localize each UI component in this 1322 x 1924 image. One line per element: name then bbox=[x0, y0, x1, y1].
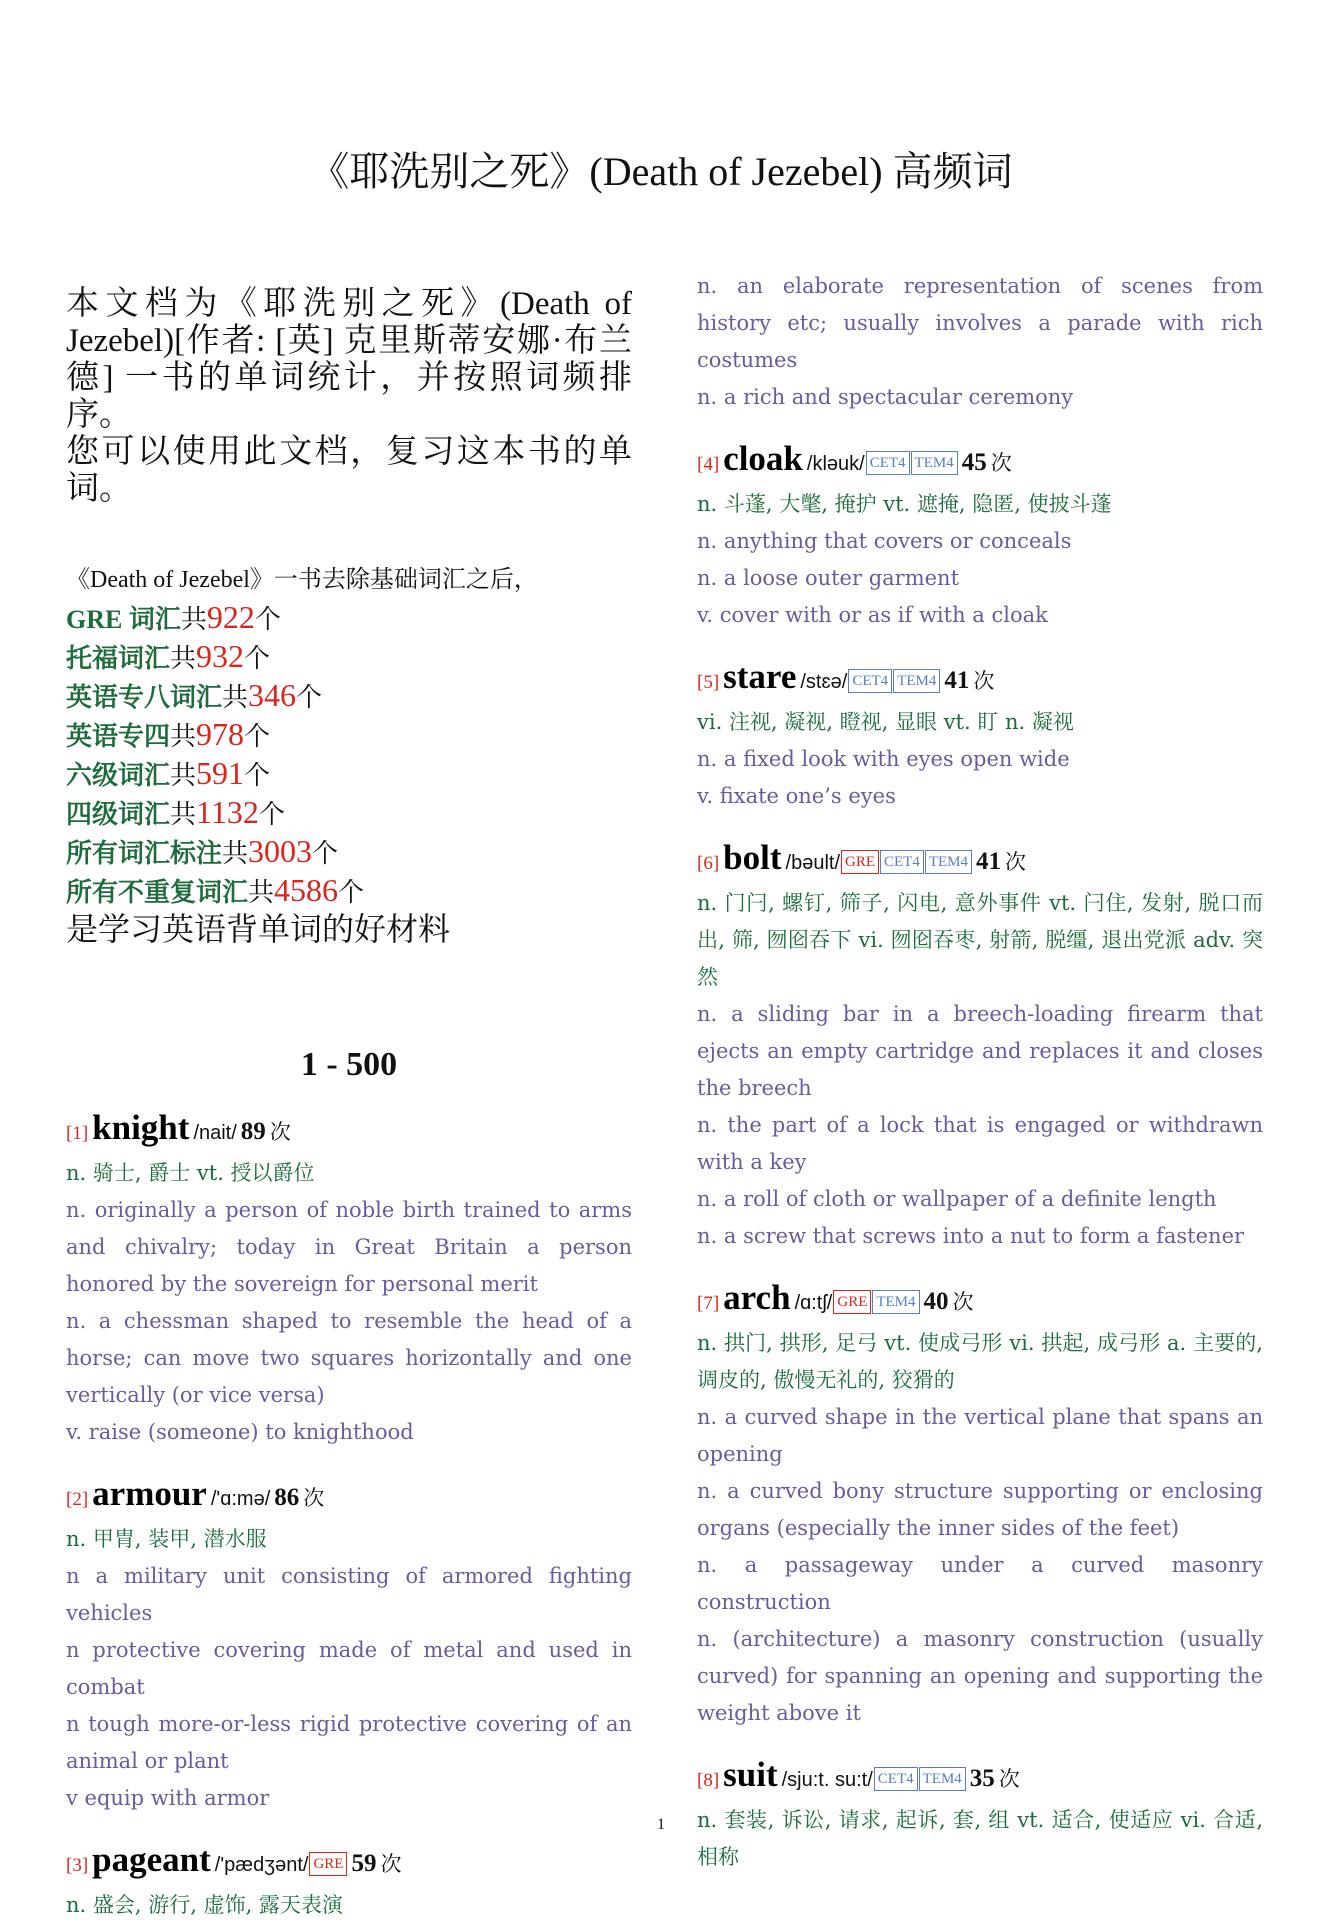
stat-line bbox=[66, 872, 632, 911]
stat-unit: 个 bbox=[244, 761, 271, 790]
english-definition: n. a chessman shaped to resemble the head of a horse; can move two squares horizontally and one vertically (or vice versa) bbox=[66, 1309, 632, 1407]
english-definition: v. raise (someone) to knighthood bbox=[66, 1420, 414, 1444]
tag-tem4-badge: TEM4 bbox=[919, 1767, 966, 1791]
stat-unit: 个 bbox=[312, 839, 339, 868]
stat-line bbox=[66, 755, 632, 794]
tag-cet4-badge: CET4 bbox=[880, 850, 924, 874]
english-definition: v. fixate one’s eyes bbox=[697, 784, 896, 808]
left-column bbox=[66, 286, 632, 1924]
intro bbox=[66, 286, 632, 508]
entry-pageant bbox=[66, 1840, 632, 1924]
tag-tem4-badge: TEM4 bbox=[925, 850, 972, 874]
stat-suffix: 共 bbox=[170, 722, 197, 751]
phonetic: /'ɑ:mə/ bbox=[210, 1488, 271, 1510]
count-unit: 次 bbox=[303, 1486, 325, 1510]
count-unit: 次 bbox=[952, 1290, 974, 1314]
english-definition: n protective covering made of metal and used in combat bbox=[66, 1638, 632, 1699]
phonetic: /kləuk/ bbox=[806, 453, 865, 475]
page-title: 《耶洗别之死》(Death of Jezebel) 高频词 bbox=[309, 149, 1013, 194]
entry-arch bbox=[697, 1278, 1263, 1732]
chinese-meaning: n. 门闩, 螺钉, 筛子, 闪电, 意外事件 vt. 闩住, 发射, 脱口而出, 筛, 囫囵吞下 vi. 囫囵吞枣, 射箭, 脱缰, 退出党派 adv. 突然 bbox=[697, 891, 1263, 989]
headword-line bbox=[697, 1755, 1263, 1802]
entry-pageant-continued bbox=[697, 268, 1263, 416]
stat-count: 591 bbox=[196, 755, 245, 791]
entry-index: [6] bbox=[697, 853, 720, 874]
stat-suffix: 共 bbox=[180, 605, 207, 634]
stat-count: 4586 bbox=[274, 872, 339, 908]
frequency-count: 89 bbox=[240, 1118, 266, 1145]
headword: pageant bbox=[92, 1840, 211, 1879]
stat-count: 932 bbox=[196, 638, 245, 674]
headword: bolt bbox=[723, 838, 782, 877]
phonetic: /'pædʒənt/ bbox=[214, 1854, 309, 1876]
stats-list bbox=[66, 599, 632, 911]
stat-label: 四级词汇 bbox=[66, 800, 171, 829]
english-definition: n. a loose outer garment bbox=[697, 566, 960, 590]
stat-label: 托福词汇 bbox=[66, 644, 171, 673]
frequency-count: 86 bbox=[274, 1484, 300, 1511]
stat-label: 英语专八词汇 bbox=[66, 683, 223, 712]
chinese-meaning: n. 套装, 诉讼, 请求, 起诉, 套, 组 vt. 适合, 使适应 vi. 合适, 相称 bbox=[697, 1808, 1263, 1869]
intro-paragraph-1: 本文档为《耶洗别之死》(Death of Jezebel)[作者: [英] 克里斯蒂安娜·布兰德] 一书的单词统计，并按照词频排序。 bbox=[66, 286, 632, 433]
chinese-meaning: n. 骑士, 爵士 vt. 授以爵位 bbox=[66, 1161, 315, 1185]
headword-line bbox=[66, 1474, 632, 1521]
headword: suit bbox=[723, 1755, 778, 1794]
tag-tem4-badge: TEM4 bbox=[893, 669, 940, 693]
stat-count: 1132 bbox=[196, 794, 259, 830]
stat-label: GRE 词汇 bbox=[66, 605, 181, 634]
english-definition: n tough more-or-less rigid protective covering of an animal or plant bbox=[66, 1712, 632, 1773]
entry-index: [7] bbox=[697, 1293, 720, 1314]
tag-gre-badge: GRE bbox=[309, 1852, 347, 1876]
english-definition: n. a rich and spectacular ceremony bbox=[697, 385, 1074, 409]
count-unit: 次 bbox=[269, 1120, 291, 1144]
count-unit: 次 bbox=[1005, 850, 1027, 874]
stat-label: 所有词汇标注 bbox=[66, 839, 223, 868]
headword-line bbox=[697, 657, 1263, 704]
tag-gre-badge: GRE bbox=[841, 850, 879, 874]
english-definition: n. a screw that screws into a nut to form a fastener bbox=[697, 1224, 1245, 1248]
stat-line bbox=[66, 716, 632, 755]
stat-suffix: 共 bbox=[170, 761, 197, 790]
stat-suffix: 共 bbox=[248, 878, 275, 907]
count-unit: 次 bbox=[990, 451, 1012, 475]
entry-armour bbox=[66, 1474, 632, 1817]
phonetic: /sju:t. su:t/ bbox=[781, 1769, 873, 1791]
entry-index: [4] bbox=[697, 454, 720, 475]
tag-gre-badge: GRE bbox=[833, 1290, 871, 1314]
stat-unit: 个 bbox=[244, 722, 271, 751]
stats-block bbox=[66, 562, 632, 948]
english-definition: n. the part of a lock that is engaged or withdrawn with a key bbox=[697, 1113, 1263, 1174]
entry-stare bbox=[697, 657, 1263, 815]
entry-index: [8] bbox=[697, 1770, 720, 1791]
entry-index: [2] bbox=[66, 1489, 89, 1510]
chinese-meaning: n. 甲胄, 装甲, 潜水服 bbox=[66, 1527, 267, 1551]
stat-unit: 个 bbox=[338, 878, 365, 907]
stat-unit: 个 bbox=[254, 605, 281, 634]
frequency-count: 41 bbox=[944, 667, 970, 694]
headword-line bbox=[697, 439, 1263, 486]
tag-tem4-badge: TEM4 bbox=[911, 451, 958, 475]
english-definition: n. a sliding bar in a breech-loading firearm that ejects an empty cartridge and replaces it and closes the breech bbox=[697, 1002, 1263, 1100]
headword: armour bbox=[92, 1474, 207, 1513]
headword-line bbox=[697, 838, 1263, 885]
entry-cloak bbox=[697, 439, 1263, 634]
english-definition: n a military unit consisting of armored fighting vehicles bbox=[66, 1564, 632, 1625]
stat-unit: 个 bbox=[258, 800, 285, 829]
frequency-count: 45 bbox=[961, 449, 987, 476]
stat-suffix: 共 bbox=[222, 683, 249, 712]
stat-unit: 个 bbox=[244, 644, 271, 673]
headword: stare bbox=[723, 657, 797, 696]
page-number: 1 bbox=[657, 1816, 665, 1833]
entries-right bbox=[697, 268, 1263, 1876]
entry-index: [5] bbox=[697, 672, 720, 693]
english-definition: n. (architecture) a masonry construction (usually curved) for spanning an opening and supporting the weight above it bbox=[697, 1627, 1263, 1725]
count-unit: 次 bbox=[998, 1767, 1020, 1791]
stat-unit: 个 bbox=[296, 683, 323, 712]
chinese-meaning: n. 盛会, 游行, 虚饰, 露天表演 bbox=[66, 1893, 343, 1917]
stat-count: 3003 bbox=[248, 833, 313, 869]
headword: knight bbox=[92, 1108, 190, 1147]
frequency-count: 59 bbox=[351, 1850, 377, 1877]
count-unit: 次 bbox=[973, 669, 995, 693]
headword-line bbox=[66, 1108, 632, 1155]
right-column bbox=[697, 274, 1263, 1899]
phonetic: /bəult/ bbox=[785, 852, 840, 874]
entries-left bbox=[66, 1108, 632, 1924]
frequency-count: 40 bbox=[923, 1288, 949, 1315]
headword: cloak bbox=[723, 439, 803, 478]
tag-cet4-badge: CET4 bbox=[866, 451, 910, 475]
english-definition: v. cover with or as if with a cloak bbox=[697, 603, 1048, 627]
phonetic: /ɑ:tʃ/ bbox=[794, 1292, 833, 1314]
headword-line bbox=[66, 1840, 632, 1887]
stat-line bbox=[66, 599, 632, 638]
phonetic: /nait/ bbox=[193, 1122, 237, 1144]
stat-line bbox=[66, 638, 632, 677]
frequency-count: 41 bbox=[976, 848, 1002, 875]
entry-bolt bbox=[697, 838, 1263, 1255]
stat-count: 346 bbox=[248, 677, 297, 713]
chinese-meaning: n. 斗蓬, 大氅, 掩护 vt. 遮掩, 隐匿, 使披斗蓬 bbox=[697, 492, 1112, 516]
english-definition: n. a passageway under a curved masonry construction bbox=[697, 1553, 1263, 1614]
stat-line bbox=[66, 794, 632, 833]
stat-count: 978 bbox=[196, 716, 245, 752]
entry-knight bbox=[66, 1108, 632, 1451]
english-definition: n. a fixed look with eyes open wide bbox=[697, 747, 1070, 771]
english-definition: n. a roll of cloth or wallpaper of a definite length bbox=[697, 1187, 1217, 1211]
english-definition: n. a curved bony structure supporting or enclosing organs (especially the inner sides of the feet) bbox=[697, 1479, 1263, 1540]
tag-cet4-badge: CET4 bbox=[848, 669, 892, 693]
english-definition: n. anything that covers or conceals bbox=[697, 529, 1072, 553]
entry-index: [3] bbox=[66, 1855, 89, 1876]
chinese-meaning: n. 拱门, 拱形, 足弓 vt. 使成弓形 vi. 拱起, 成弓形 a. 主要的, 调皮的, 傲慢无礼的, 狡猾的 bbox=[697, 1331, 1263, 1392]
frequency-count: 35 bbox=[969, 1765, 995, 1792]
stat-label: 所有不重复词汇 bbox=[66, 878, 249, 907]
tag-tem4-badge: TEM4 bbox=[872, 1290, 919, 1314]
range-heading: 1 - 500 bbox=[300, 1046, 398, 1083]
stat-suffix: 共 bbox=[170, 800, 197, 829]
stat-line bbox=[66, 677, 632, 716]
stat-label: 六级词汇 bbox=[66, 761, 171, 790]
stat-line bbox=[66, 833, 632, 872]
headword: arch bbox=[723, 1278, 791, 1317]
count-unit: 次 bbox=[380, 1852, 402, 1876]
stat-count: 922 bbox=[206, 599, 255, 635]
stats-closing: 是学习英语背单词的好材料 bbox=[66, 911, 451, 947]
entry-index: [1] bbox=[66, 1123, 89, 1144]
english-definition: n. originally a person of noble birth trained to arms and chivalry; today in Great Britain a person honored by the sovereign for personal merit bbox=[66, 1198, 632, 1296]
phonetic: /stɛə/ bbox=[800, 671, 848, 693]
stats-lead: 《Death of Jezebel》一书去除基础词汇之后， bbox=[66, 567, 538, 593]
stat-suffix: 共 bbox=[222, 839, 249, 868]
headword-line bbox=[697, 1278, 1263, 1325]
stat-label: 英语专四 bbox=[66, 722, 171, 751]
english-definition: n. a curved shape in the vertical plane that spans an opening bbox=[697, 1405, 1263, 1466]
chinese-meaning: vi. 注视, 凝视, 瞪视, 显眼 vt. 盯 n. 凝视 bbox=[697, 710, 1074, 734]
tag-cet4-badge: CET4 bbox=[874, 1767, 918, 1791]
english-definition: n. an elaborate representation of scenes from history etc; usually involves a parade with rich costumes bbox=[697, 274, 1263, 372]
stat-suffix: 共 bbox=[170, 644, 197, 673]
intro-paragraph-2: 您可以使用此文档，复习这本书的单词。 bbox=[66, 434, 632, 507]
english-definition: v equip with armor bbox=[66, 1786, 270, 1810]
